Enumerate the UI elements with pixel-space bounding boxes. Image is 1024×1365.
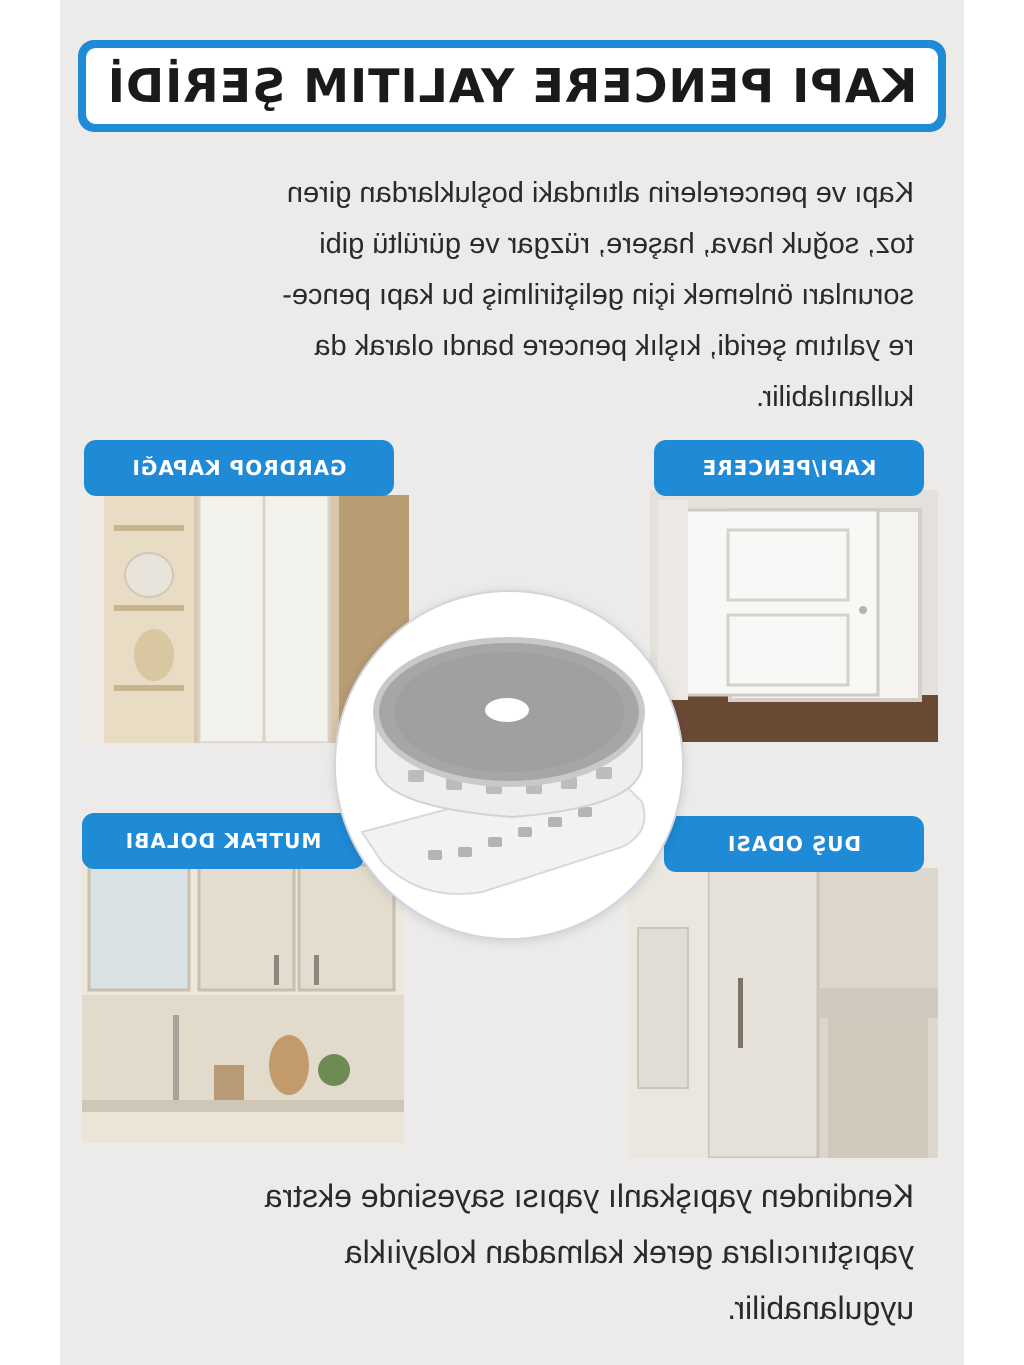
kitchen-cabinet-photo: [82, 855, 404, 1143]
tape-roll-image: [336, 592, 682, 938]
product-image-circle: [334, 590, 684, 940]
label-shower-room: [664, 816, 924, 872]
label-kitchen-cabinet-text: MUTFAK DOLABI: [124, 829, 322, 853]
intro-line: re yalıtım şeridi, kışlık pencere bandı olarak da: [314, 330, 914, 362]
outro-line: yapıştırıcılara gerek kalmadan kolayiıkla: [344, 1234, 914, 1270]
label-door-window-text: KAPI/PENCERE: [701, 456, 877, 480]
label-kitchen-cabinet: [82, 813, 364, 869]
label-door-window: [654, 440, 924, 496]
intro-paragraph: [74, 168, 914, 423]
outro-line: uygulanabilir.: [727, 1290, 914, 1326]
outro-line: Kendinden yapışkanlı yapısı sayesinde ekstra: [264, 1178, 914, 1214]
label-wardrobe-text: GARDROP KAPAĞI: [131, 456, 347, 480]
title-banner-inner: [86, 48, 938, 124]
intro-line: toz, soğuk hava, haşere, rüzgar ve gürültü gibi: [319, 228, 914, 260]
title-banner: [78, 40, 946, 132]
label-wardrobe: [84, 440, 394, 496]
intro-line: kullanılabilir.: [756, 381, 914, 413]
outro-paragraph: [104, 1168, 914, 1336]
label-shower-room-text: DUŞ ODASI: [726, 832, 862, 856]
door-window-photo: [650, 490, 938, 742]
intro-line: Kapı ve pencerelerin altındaki boşluklardan giren: [286, 177, 914, 209]
page-title: KAPI PENCERE YALITIM ŞERİDİ: [106, 59, 918, 113]
shower-room-photo: [628, 868, 938, 1158]
intro-line: sorunları önlemek için geliştirilmiş bu kapı pence-: [282, 279, 914, 311]
